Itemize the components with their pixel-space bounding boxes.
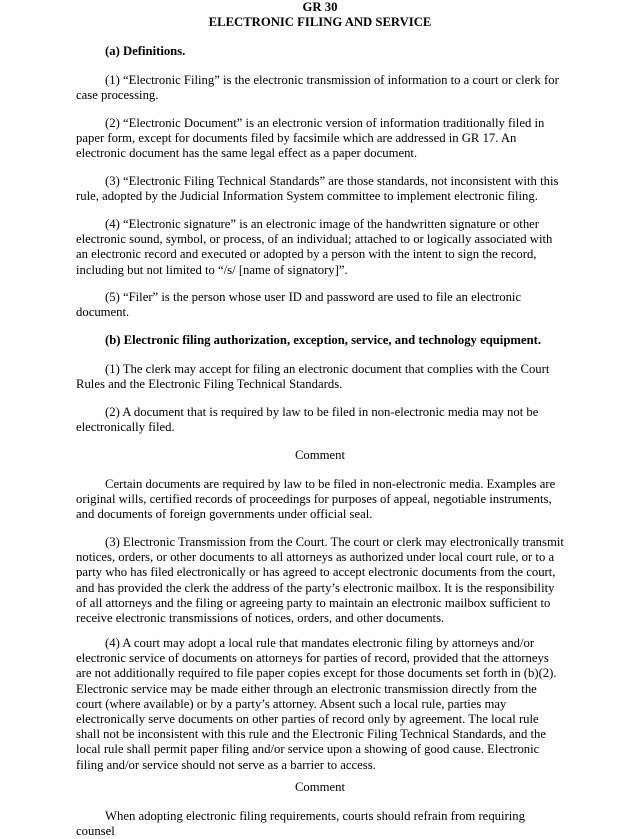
definition-electronic-document: (2) “Electronic Document” is an electronic version of information traditionally filed in paper form, except for documents filed by facsimile which are addressed in GR 17. An electronic document has the same legal effect as a paper document. (76, 116, 545, 161)
rule-b4: (4) A court may adopt a local rule that mandates electronic filing by attorneys and/or electronic service of documents on attorneys for parties of record, provided that the attorneys are not additionally required to file paper copies except for those documents set forth in (b)(2). Electronic service may be made either through an electronic transmission directly from the court (where available) or by a party’s attorney. Absent such a local rule, parties may electronically serve documents on other parties of record only by agreement. The local rule shall not be inconsistent with this rule and the Electronic Filing Technical Standards, and the local rule shall permit paper filing and/or service upon a showing of good cause. Electronic filing and/or service should not serve as a barrier to access. (76, 636, 557, 772)
definition-electronic-filing: (1) “Electronic Filing” is the electronic transmission of information to a court or clerk for case processing. (76, 73, 559, 103)
rule-b2: (2) A document that is required by law to be filed in non-electronic media may not be electronically filed. (76, 405, 539, 435)
rule-b3: (3) Electronic Transmission from the Court. The court or clerk may electronically transmit notices, orders, or other documents to all attorneys as authorized under local court rule, or to a party who has filed electronically or has agreed to accept electronic documents from the court, and has provided the clerk the address of the party’s electronic mailbox. It is the responsibility of all attorneys and the filing or agreeing party to maintain an electronic mailbox sufficient to receive electronic transmissions of notices, orders, and other documents. (76, 535, 564, 626)
section-a-heading: (a) Definitions. (105, 44, 186, 58)
definition-electronic-signature: (4) “Electronic signature” is an electronic image of the handwritten signature or other electronic sound, symbol, or process, of an individual; attached to or logically associated with an electronic record and executed or adopted by a person with the intent to sign the record, including but not limited to “/s/ [name of signatory]”. (76, 217, 553, 277)
rule-title: ELECTRONIC FILING AND SERVICE (208, 15, 432, 29)
comment-label: Comment (294, 448, 346, 462)
comment-label: Comment (294, 780, 346, 794)
comment-text: When adopting electronic filing requirements, courts should refrain from requiring counsel (76, 809, 525, 839)
rule-b1: (1) The clerk may accept for filing an electronic document that complies with the Court Rules and the Electronic Filing Technical Standards. (76, 362, 550, 392)
definition-technical-standards: (3) “Electronic Filing Technical Standards” are those standards, not inconsistent with this rule, adopted by the Judicial Information System committee to implement electronic filing. (76, 174, 559, 204)
definition-filer: (5) “Filer” is the person whose user ID and password are used to file an electronic document. (76, 290, 522, 320)
rule-number: GR 30 (302, 0, 338, 14)
section-b-heading: (b) Electronic filing authorization, exception, service, and technology equipment. (105, 333, 542, 347)
comment-text: Certain documents are required by law to be filed in non-electronic media. Examples are original wills, certified records of proceedings for purposes of appeal, negotiable instruments, and documents of foreign governments under official seal. (76, 477, 556, 522)
